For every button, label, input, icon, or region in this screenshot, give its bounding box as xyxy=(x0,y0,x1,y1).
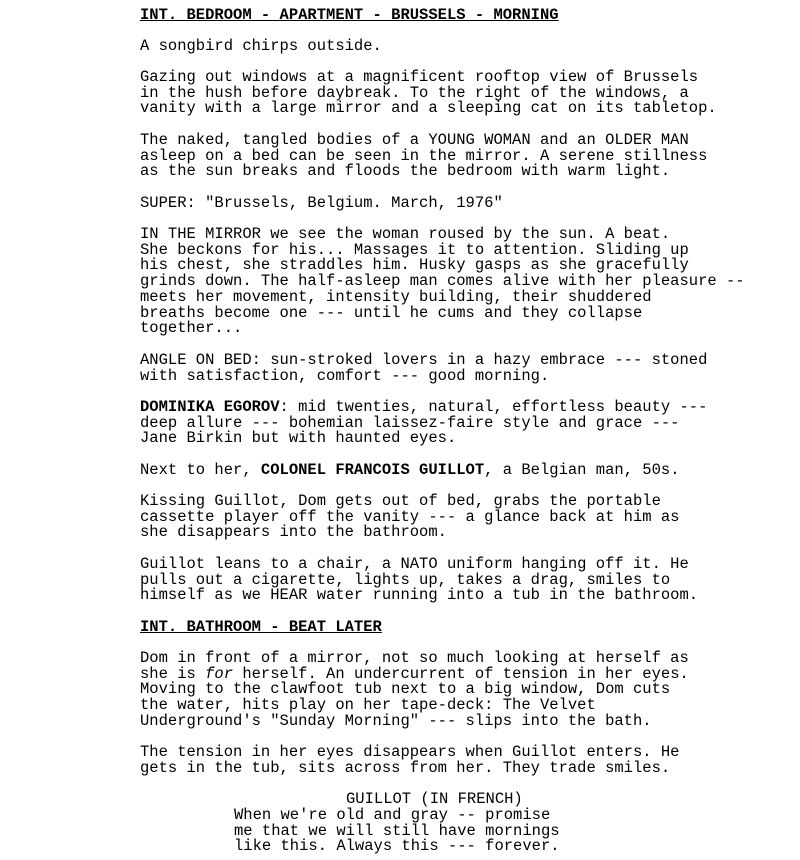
action-bodies-mirror: The naked, tangled bodies of a YOUNG WOMAN and an OLDER MAN asleep on a bed can be seen in the mirror. A serene stillness as the sun breaks and floods the bedroom with warm light. xyxy=(140,131,708,181)
guillot-intro-prefix: Next to her, xyxy=(140,461,261,479)
action-windows-view: Gazing out windows at a magnificent rooftop view of Brussels in the hush before daybreak. To the right of the windows, a vanity with a large mirror and a sleeping cat on its tabletop. xyxy=(140,68,717,118)
guillot-intro-suffix: , a Belgian man, 50s. xyxy=(484,461,680,479)
action-guillot-chair: Guillot leans to a chair, a NATO uniform hanging off it. He pulls out a cigarette, lights up, takes a drag, smiles to himself as we HEAR water running into a tub in the bathroom. xyxy=(140,555,699,605)
character-intro-dominika xyxy=(140,400,707,447)
action-angle-on-bed: ANGLE ON BED: sun-stroked lovers in a hazy embrace --- stoned with satisfaction, comfort --- good morning. xyxy=(140,351,708,385)
scene-heading-bathroom: INT. BATHROOM - BEAT LATER xyxy=(140,618,382,636)
action-in-the-mirror: IN THE MIRROR we see the woman roused by the sun. A beat. She beckons for his... Massages it to attention. Sliding up his chest, she straddles him. Husky gasps as she gracefully grinds down. The half-asleep man comes alive with her pleasure -- meets her movement, intensity building, their shuddered breaths become one --- until he cums and they collapse together... xyxy=(140,225,745,338)
action-dom-mirror-part2: herself. An undercurrent of tension in her eyes. Moving to the clawfoot tub next to a big window, Dom cuts the water, hits play on her tape-deck: The Velvet Underground's "Sunday Morning" --- slips into the bath. xyxy=(140,664,689,730)
character-name-dominika: DOMINIKA EGOROV xyxy=(140,398,280,416)
character-intro-guillot xyxy=(140,463,680,479)
action-dom-mirror-emphasis: for xyxy=(205,664,234,683)
action-dom-mirror-part1: Dom in front of a mirror, not so much looking at herself as she is xyxy=(140,649,689,683)
character-desc-dominika: : mid twenties, natural, effortless beauty --- deep allure --- bohemian laissez-faire style and grace --- Jane Birkin but with haunted eyes. xyxy=(140,398,708,448)
scene-heading-bedroom: INT. BEDROOM - APARTMENT - BRUSSELS - MORNING xyxy=(140,6,559,24)
character-cue-guillot: GUILLOT (IN FRENCH) xyxy=(346,790,523,808)
action-kissing-guillot: Kissing Guillot, Dom gets out of bed, grabs the portable cassette player off the vanity --- a glance back at him as she disappears into the bathroom. xyxy=(140,492,680,542)
character-name-guillot: COLONEL FRANCOIS GUILLOT xyxy=(260,461,485,479)
action-dom-mirror xyxy=(140,651,689,730)
dialogue-guillot: When we're old and gray -- promise me that we will still have mornings like this. Always this --- forever. xyxy=(234,806,560,856)
action-songbird: A songbird chirps outside. xyxy=(140,37,382,55)
action-tension-disappears: The tension in her eyes disappears when Guillot enters. He gets in the tub, sits across from her. They trade smiles. xyxy=(140,743,680,777)
super-title: SUPER: "Brussels, Belgium. March, 1976" xyxy=(140,194,503,212)
